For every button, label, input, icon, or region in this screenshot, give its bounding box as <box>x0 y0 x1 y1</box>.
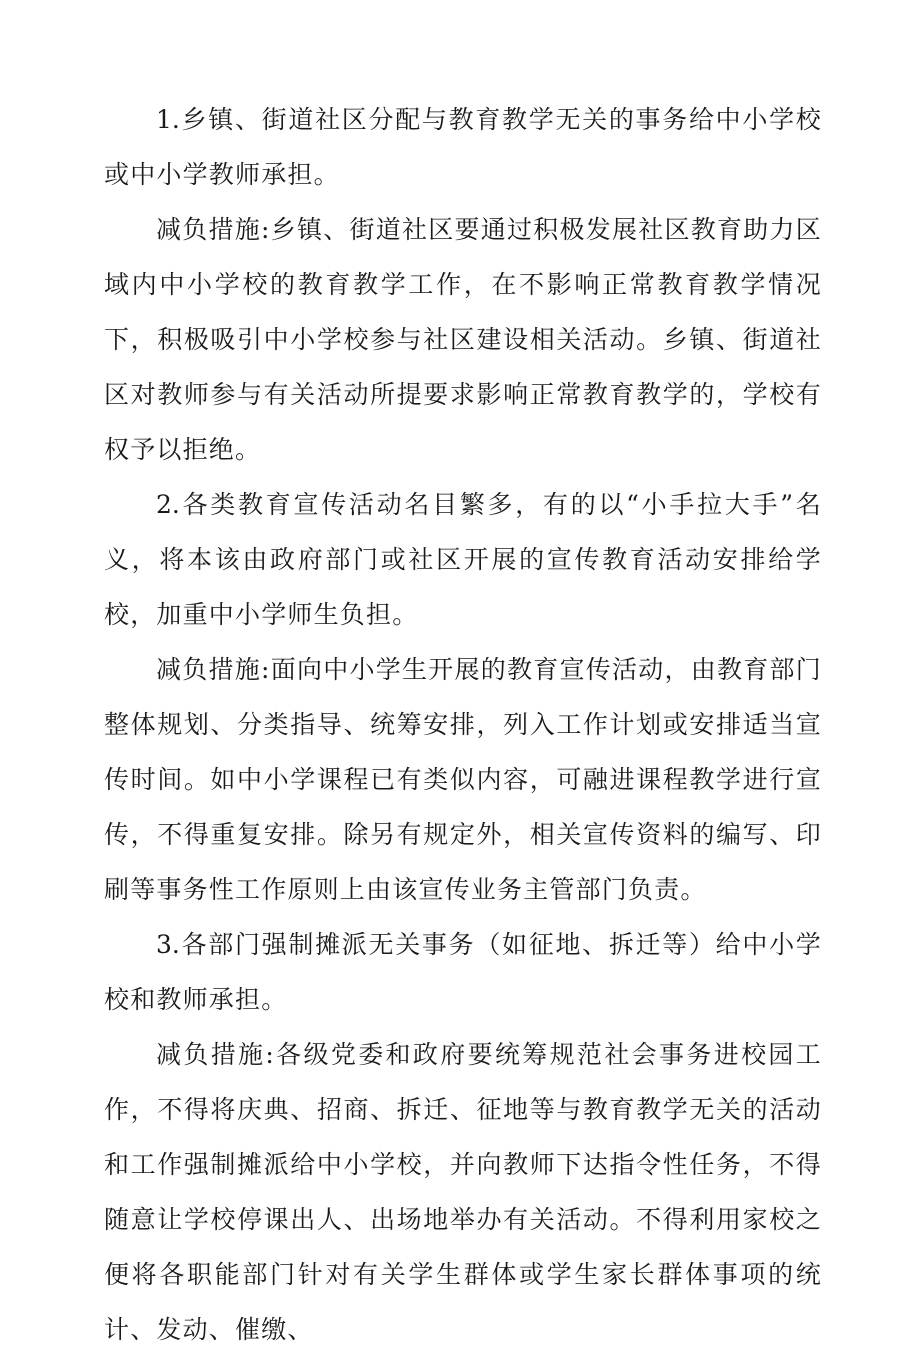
measure-label: 减负措施: <box>156 215 271 244</box>
item-text: 乡镇、街道社区分配与教育教学无关的事务给中小学校或中小学教师承担。 <box>104 105 822 189</box>
item-paragraph-1 <box>104 92 822 202</box>
item-number: 1 <box>156 105 172 134</box>
item-paragraph-3 <box>104 917 822 1027</box>
item-text: 各类教育宣传活动名目繁多，有的以“小手拉大手”名义，将本该由政府部门或社区开展的宣传教育活动安排给学校，加重中小学师生负担。 <box>104 490 822 629</box>
item-text: 各部门强制摊派无关事务（如征地、拆迁等）给中小学校和教师承担。 <box>104 930 822 1014</box>
item-paragraph-2 <box>104 477 822 642</box>
item-number: 3 <box>156 930 172 959</box>
item-number: 2 <box>156 490 172 519</box>
measure-text: 各级党委和政府要统筹规范社会事务进校园工作，不得将庆典、招商、拆迁、征地等与教育教学无关的活动和工作强制摊派给中小学校，并向教师下达指令性任务，不得随意让学校停课出人、出场地举办有关活动。不得利用家校之便将各职能部门针对有关学生群体或学生家长群体事项的统计、发动、催缴、 <box>104 1040 822 1344</box>
measure-label: 减负措施: <box>156 1040 276 1069</box>
measure-paragraph-2 <box>104 642 822 917</box>
measure-paragraph-1 <box>104 202 822 477</box>
measure-text: 面向中小学生开展的教育宣传活动，由教育部门整体规划、分类指导、统筹安排，列入工作计划或安排适当宣传时间。如中小学课程已有类似内容，可融进课程教学进行宣传，不得重复安排。除另有规定外，相关宣传资料的编写、印刷等事务性工作原则上由该宣传业务主管部门负责。 <box>104 655 822 904</box>
measure-text: 乡镇、街道社区要通过积极发展社区教育助力区域内中小学校的教育教学工作，在不影响正常教育教学情况下，积极吸引中小学校参与社区建设相关活动。乡镇、街道社区对教师参与有关活动所提要求影响正常教育教学的，学校有权予以拒绝。 <box>104 215 822 464</box>
item-number-dot: . <box>171 930 182 959</box>
measure-label: 减负措施: <box>156 655 271 684</box>
item-number-dot: . <box>171 105 182 134</box>
measure-paragraph-3 <box>104 1027 822 1357</box>
document-body <box>104 92 822 1357</box>
item-number-dot: . <box>171 490 182 519</box>
